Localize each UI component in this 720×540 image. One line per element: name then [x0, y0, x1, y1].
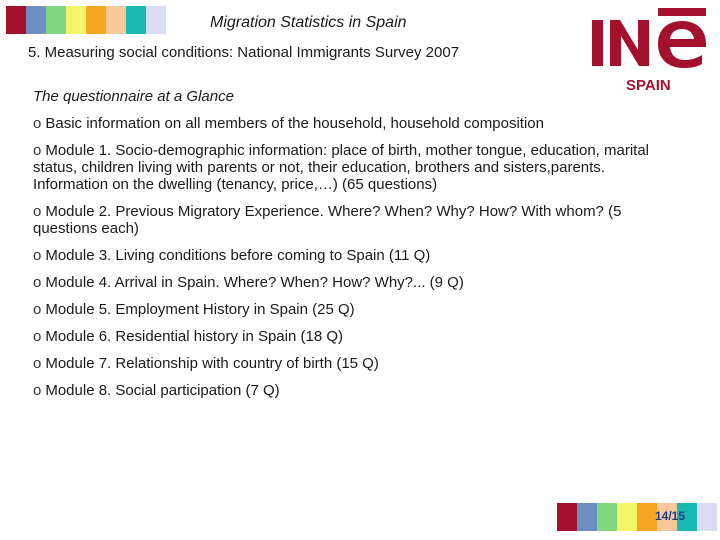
color-square [26, 6, 46, 34]
list-item-text: Module 2. Previous Migratory Experience. Where? When? Why? How? With whom? (5 questions each) [33, 203, 622, 237]
list-item [33, 301, 653, 318]
bullet-icon: o [33, 355, 42, 372]
module-list [33, 115, 653, 409]
list-item-text: Module 7. Relationship with country of birth (15 Q) [45, 355, 379, 372]
page-number: 14/15 [655, 509, 686, 523]
bullet-icon: o [33, 203, 42, 220]
color-square [86, 6, 106, 34]
bullet-icon: o [33, 301, 42, 318]
list-item-text: Module 4. Arrival in Spain. Where? When? How? Why?... (9 Q) [45, 274, 464, 291]
list-item [33, 203, 653, 237]
section-title: The questionnaire at a Glance [33, 88, 234, 105]
list-item [33, 328, 653, 345]
color-square [577, 503, 597, 531]
list-item-text: Module 3. Living conditions before coming to Spain (11 Q) [45, 247, 431, 264]
color-square [66, 6, 86, 34]
list-item [33, 115, 653, 132]
color-square [146, 6, 166, 34]
list-item-text: Basic information on all members of the household, household composition [45, 115, 544, 132]
logo-letter-i [592, 20, 603, 66]
logo-accent-bar [658, 8, 706, 16]
list-item [33, 382, 653, 399]
color-square [126, 6, 146, 34]
color-square [617, 503, 637, 531]
footer-color-bar [557, 503, 717, 531]
logo-letter-n [610, 20, 649, 66]
list-item-text: Module 6. Residential history in Spain (18 Q) [45, 328, 343, 345]
color-square [46, 6, 66, 34]
list-item-text: Module 5. Employment History in Spain (25 Q) [45, 301, 355, 318]
page-title: Migration Statistics in Spain [210, 14, 407, 31]
bullet-icon: o [33, 115, 42, 132]
slide-subtitle: 5. Measuring social conditions: National Immigrants Survey 2007 [28, 44, 460, 61]
header-color-bar [6, 6, 166, 34]
bullet-icon: o [33, 142, 42, 159]
list-item-text: Module 8. Social participation (7 Q) [45, 382, 280, 399]
color-square [6, 6, 26, 34]
list-item [33, 355, 653, 372]
list-item [33, 274, 653, 291]
list-item-text: Module 1. Socio-demographic information: place of birth, mother tongue, education, marital status, children living with parents or not, their education, brothers and sisters,parents. Information on the dwelling (tenancy, price,…) (65 questions) [33, 142, 650, 193]
list-item [33, 247, 653, 264]
country-label: SPAIN [626, 77, 671, 94]
ine-logo-icon [588, 6, 714, 70]
color-square [637, 503, 657, 531]
color-square [597, 503, 617, 531]
bullet-icon: o [33, 274, 42, 291]
logo-letter-e [658, 21, 706, 68]
color-square [697, 503, 717, 531]
list-item [33, 142, 653, 193]
color-square [557, 503, 577, 531]
bullet-icon: o [33, 382, 42, 399]
bullet-icon: o [33, 328, 42, 345]
bullet-icon: o [33, 247, 42, 264]
color-square [106, 6, 126, 34]
